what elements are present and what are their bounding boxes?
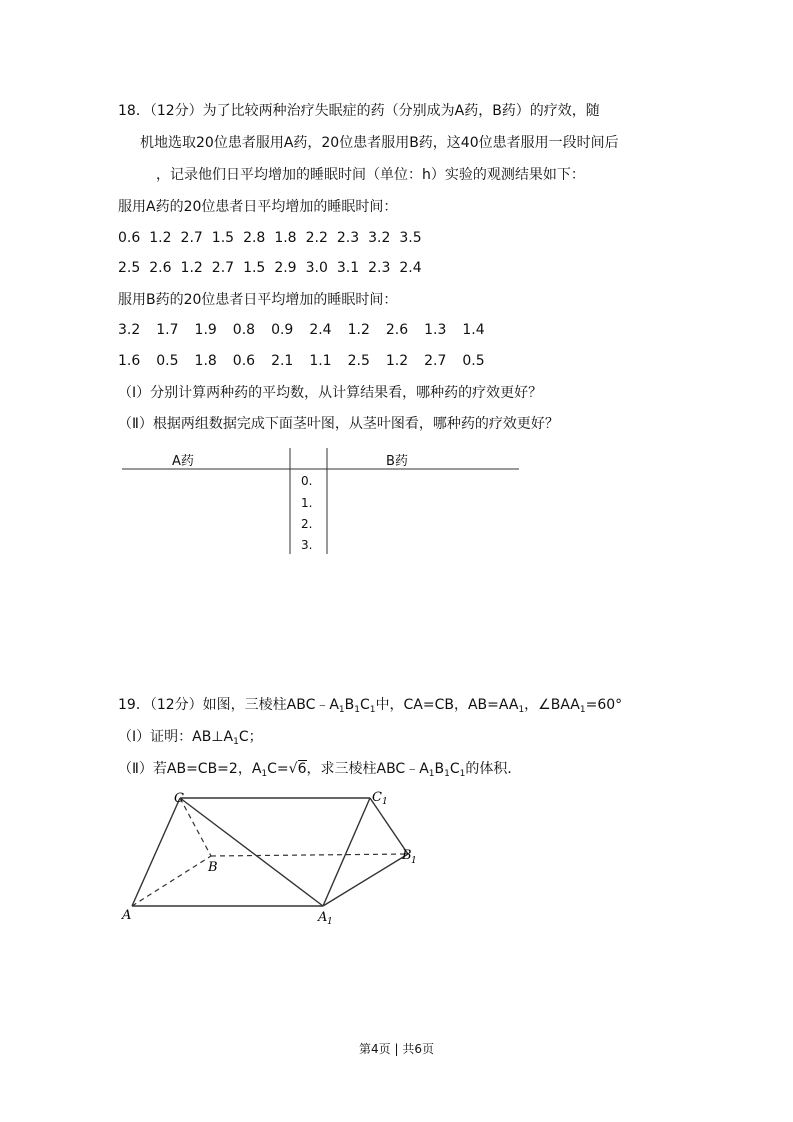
data-value: 2.5 — [118, 260, 141, 276]
data-value: 2.3 — [368, 260, 391, 276]
label-A1-sub: 1 — [327, 917, 333, 927]
data-value: 2.4 — [399, 260, 422, 276]
data-value: 3.2 — [368, 230, 391, 246]
data-value: 1.8 — [274, 230, 297, 246]
data-value: 2.9 — [274, 260, 297, 276]
label-B1-sub: 1 — [411, 856, 417, 866]
data-value: 2.5 — [347, 353, 370, 369]
data-value: 2.1 — [271, 353, 294, 369]
data-value: 0.9 — [271, 322, 294, 338]
data-value: 1.4 — [462, 322, 485, 338]
sqrt-symbol: √ — [288, 761, 298, 777]
label-A: A — [122, 908, 132, 923]
data-value: 2.7 — [424, 353, 447, 369]
data-value: 3.1 — [336, 260, 360, 276]
data-value: 1.2 — [385, 353, 409, 369]
data-value: 2.3 — [336, 230, 360, 246]
data-value: 1.5 — [243, 260, 266, 276]
label-B1: B — [402, 848, 412, 863]
stem-leaf-table — [122, 446, 519, 556]
label-C: C — [174, 791, 184, 806]
page-footer: 第4页 | 共6页 — [359, 1042, 434, 1056]
data-value: 3.5 — [399, 230, 422, 246]
label-B: B — [208, 860, 218, 875]
q18-a-row1 — [118, 228, 431, 248]
stem-0: 0. — [301, 474, 313, 488]
stem-head-a: A药 — [172, 454, 194, 469]
data-value: 1.7 — [156, 322, 179, 338]
data-value: 1.1 — [309, 353, 332, 369]
label-C1: C — [372, 790, 382, 805]
data-value: 2.7 — [180, 230, 203, 246]
q18-part1: （Ⅰ）分别计算两种药的平均数，从计算结果看，哪种药的疗效更好？ — [118, 385, 543, 401]
data-value: 2.2 — [305, 230, 328, 246]
q18-b-row2 — [118, 351, 501, 371]
q19-part2: （Ⅱ）若AB=CB=2，$A_1C=√6$，求三棱柱$ABC﹣A_1B_1C_1$的体积． — [118, 761, 522, 779]
stem-1: 1. — [301, 496, 313, 510]
q18-line3: ，记录他们日平均增加的睡眠时间（单位：h）实验的观测结果如下： — [156, 167, 585, 183]
q19-line1: 19．（12分）如图，三棱柱$ABC﹣A_1B_1C_1$中，CA=CB，$AB=AA_1$，$\angle BAA_1=60^\circ$ — [118, 697, 623, 715]
data-value: 1.9 — [194, 322, 217, 338]
data-value: 1.6 — [118, 353, 141, 369]
data-value: 1.8 — [194, 353, 217, 369]
data-value: 0.5 — [462, 353, 485, 369]
data-value: 0.8 — [232, 322, 256, 338]
data-value: 0.6 — [232, 353, 256, 369]
stem-3: 3. — [301, 538, 313, 552]
stem-head-b: B药 — [386, 454, 408, 469]
q18-a-title: 服用A药的20位患者日平均增加的睡眠时间： — [118, 199, 398, 215]
q18-line2: 机地选取20位患者服用A药，20位患者服用B药，这40位患者服用一段时间后 — [140, 135, 619, 151]
q18-b-title: 服用B药的20位患者日平均增加的睡眠时间： — [118, 292, 398, 308]
data-value: 0.6 — [118, 230, 141, 246]
data-value: 1.2 — [180, 260, 203, 276]
data-value: 1.5 — [211, 230, 235, 246]
prism-figure — [118, 788, 418, 928]
data-value: 1.2 — [149, 230, 172, 246]
q19-part1: （Ⅰ）证明：$AB\perp A_1C$； — [118, 729, 263, 747]
data-value: 2.4 — [309, 322, 332, 338]
label-A1: A — [318, 910, 328, 925]
data-value: 2.6 — [385, 322, 409, 338]
data-value: 1.3 — [424, 322, 447, 338]
data-value: 2.6 — [149, 260, 172, 276]
q18-a-row2 — [118, 258, 431, 278]
q18-b-row1 — [118, 320, 501, 340]
label-C1-sub: 1 — [382, 797, 388, 807]
q18-line1: 18．（12分）为了比较两种治疗失眠症的药（分别成为A药，B药）的疗效，随 — [118, 103, 600, 119]
stem-2: 2. — [301, 517, 313, 531]
data-value: 2.8 — [243, 230, 266, 246]
data-value: 3.0 — [305, 260, 328, 276]
q18-part2: （Ⅱ）根据两组数据完成下面茎叶图，从茎叶图看，哪种药的疗效更好？ — [118, 416, 559, 432]
data-value: 2.7 — [211, 260, 235, 276]
data-value: 3.2 — [118, 322, 141, 338]
data-value: 0.5 — [156, 353, 179, 369]
data-value: 1.2 — [347, 322, 370, 338]
